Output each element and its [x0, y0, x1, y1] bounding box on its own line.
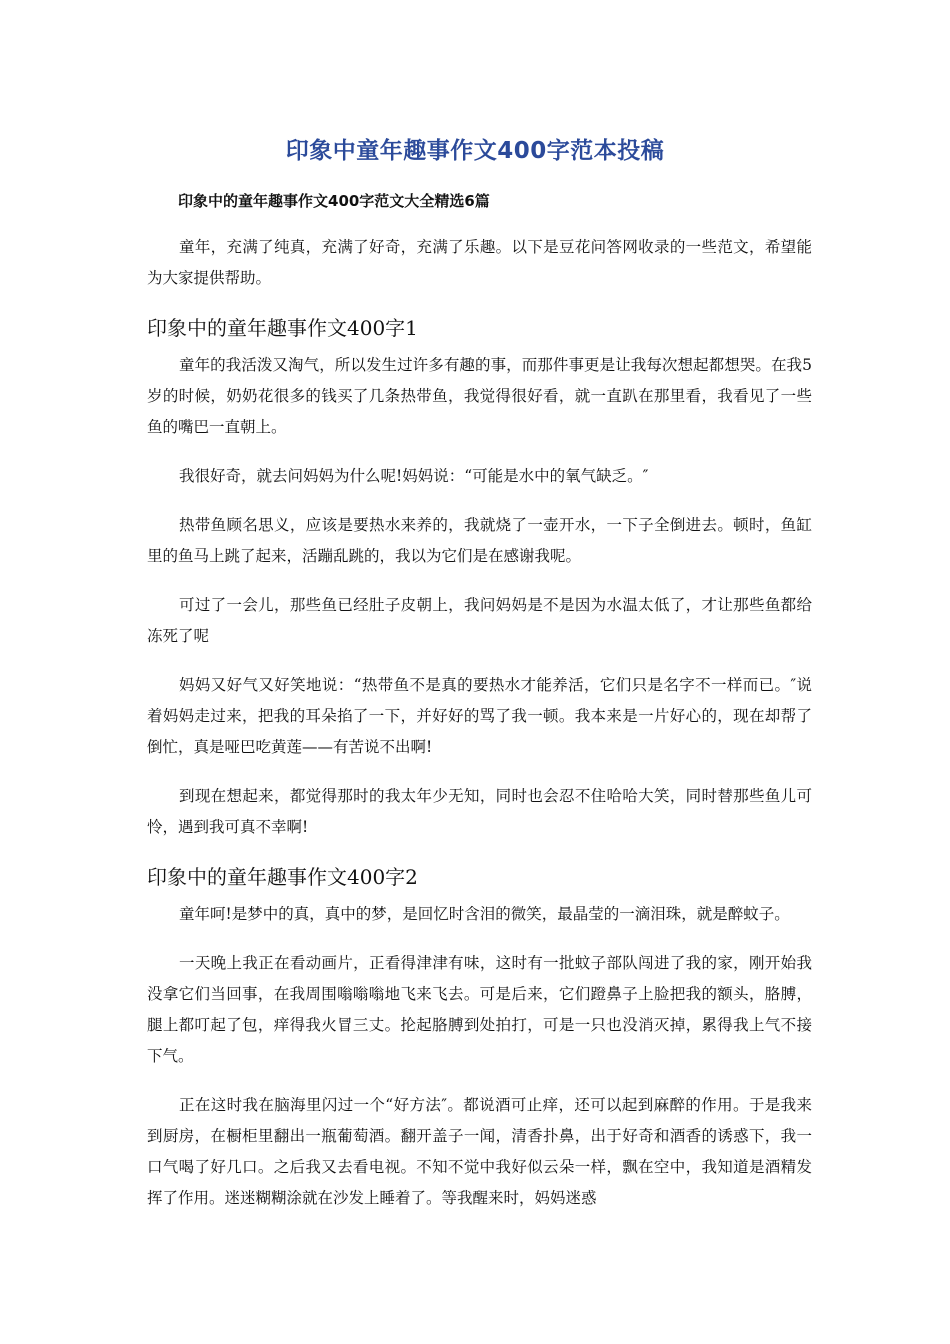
section-heading-2: 印象中的童年趣事作文400字2: [147, 865, 418, 889]
paragraph: 一天晚上我正在看动画片，正看得津津有味，这时有一批蚊子部队闯进了我的家，刚开始我没拿它们当回事，在我周围嗡嗡嗡地飞来飞去。可是后来，它们蹬鼻子上脸把我的额头，胳膊，腿上都叮起了包，痒得我火冒三丈。抡起胳膊到处拍打，可是一只也没消灭掉，累得我上气不接下气。: [147, 954, 812, 1065]
paragraph: 我很好奇，就去问妈妈为什么呢!妈妈说：“可能是水中的氧气缺乏。″: [179, 467, 649, 485]
section-heading-1: 印象中的童年趣事作文400字1: [147, 316, 418, 340]
paragraph: 童年呵!是梦中的真，真中的梦，是回忆时含泪的微笑，最晶莹的一滴泪珠，就是醉蚊子。: [179, 905, 790, 923]
paragraph: 热带鱼顾名思义，应该是要热水来养的，我就烧了一壶开水，一下子全倒进去。顿时，鱼缸里的鱼马上跳了起来，活蹦乱跳的，我以为它们是在感谢我呢。: [147, 516, 812, 565]
paragraph: 童年的我活泼又淘气，所以发生过许多有趣的事，而那件事更是让我每次想起都想哭。在我5岁的时候，奶奶花很多的钱买了几条热带鱼，我觉得很好看，就一直趴在那里看，我看见了一些鱼的嘴巴一直朝上。: [147, 356, 812, 436]
paragraph: 妈妈又好气又好笑地说：“热带鱼不是真的要热水才能养活，它们只是名字不一样而已。″说着妈妈走过来，把我的耳朵掐了一下，并好好的骂了我一顿。我本来是一片好心的，现在却帮了倒忙，真是哑巴吃黄莲——有苦说不出啊!: [147, 676, 812, 756]
document-body: [147, 232, 812, 1232]
paragraph: 可过了一会儿，那些鱼已经肚子皮朝上，我问妈妈是不是因为水温太低了，才让那些鱼都给冻死了呢: [147, 596, 812, 645]
intro-paragraph: 童年，充满了纯真，充满了好奇，充满了乐趣。以下是豆花问答网收录的一些范文，希望能为大家提供帮助。: [147, 238, 812, 287]
document-title: 印象中童年趣事作文400字范本投稿: [285, 138, 665, 164]
document-subtitle: 印象中的童年趣事作文400字范文大全精选6篇: [178, 192, 490, 210]
paragraph: 到现在想起来，都觉得那时的我太年少无知，同时也会忍不住哈哈大笑，同时替那些鱼儿可怜，遇到我可真不幸啊!: [147, 787, 812, 836]
paragraph: 正在这时我在脑海里闪过一个“好方法″。都说酒可止痒，还可以起到麻醉的作用。于是我来到厨房，在橱柜里翻出一瓶葡萄酒。翻开盖子一闻，清香扑鼻，出于好奇和酒香的诱惑下，我一口气喝了好几口。之后我又去看电视。不知不觉中我好似云朵一样，飘在空中，我知道是酒精发挥了作用。迷迷糊糊涂就在沙发上睡着了。等我醒来时，妈妈迷惑: [147, 1096, 812, 1207]
